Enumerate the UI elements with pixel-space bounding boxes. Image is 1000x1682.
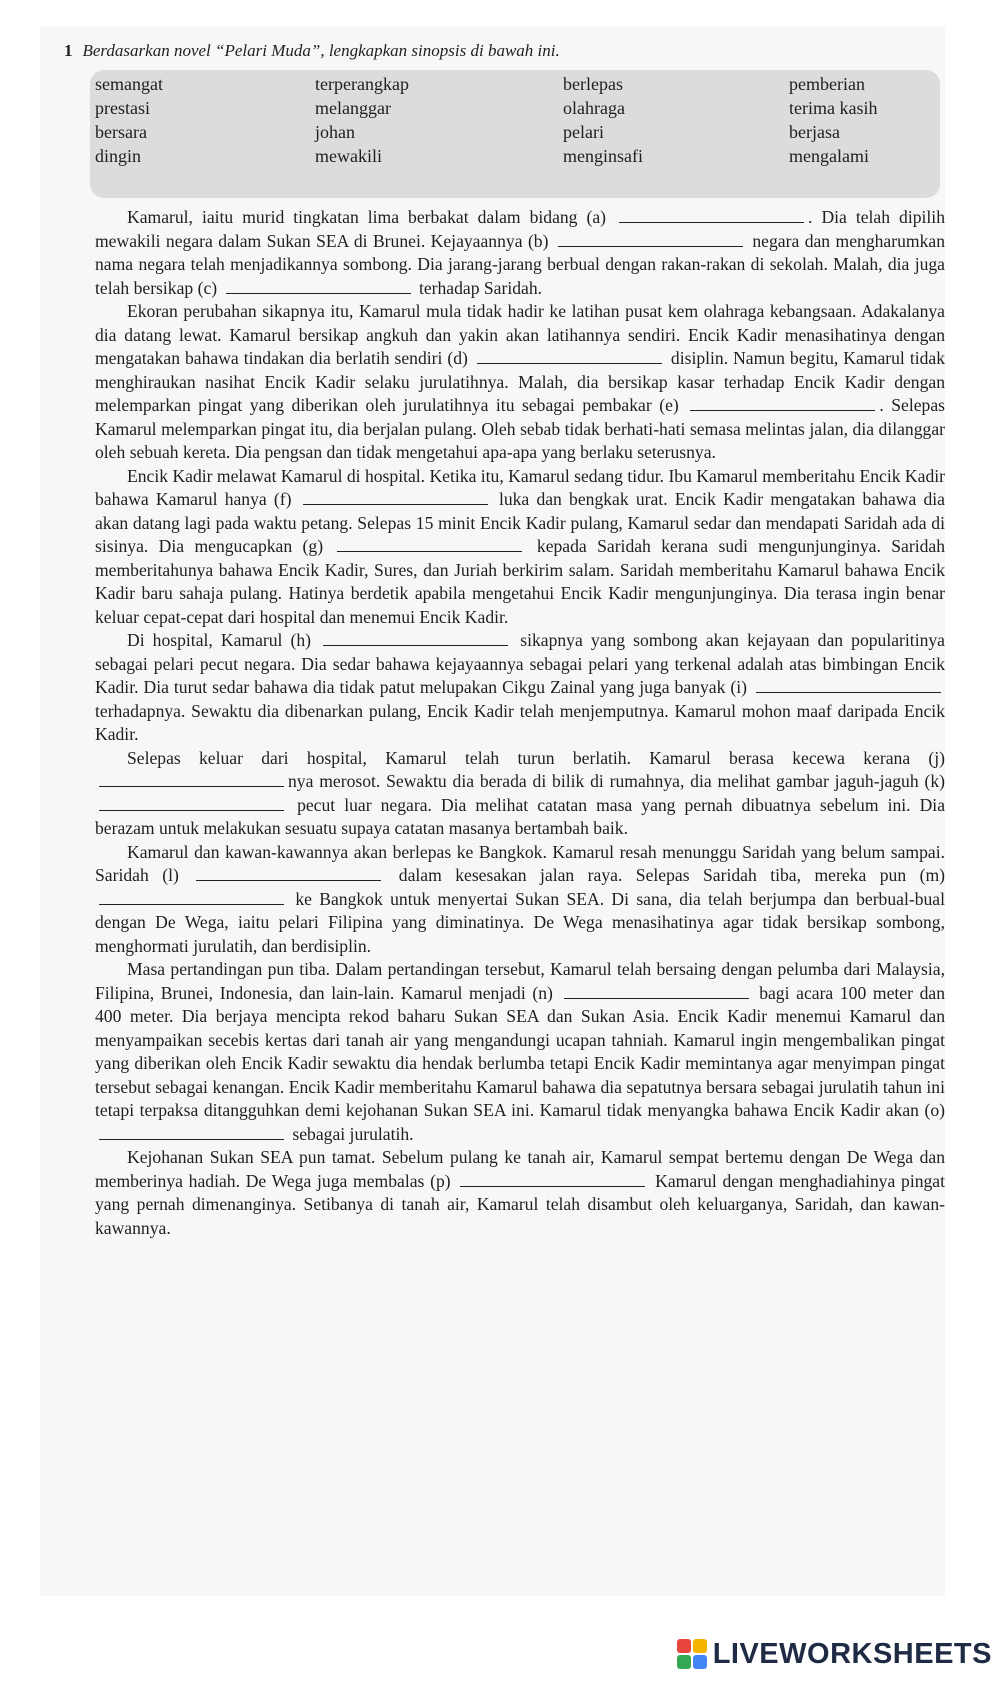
paragraph-6: Kamarul dan kawan-kawannya akan berlepas ke Bangkok. Kamarul resah menunggu Saridah yang belum sampai. Saridah (l) dalam kesesakan jalan raya. Selepas Saridah tiba, mereka pun (m) ke Bangkok untuk menyertai Sukan SEA. Di sana, dia telah berjumpa dan berbual-bual dengan De Wega, iaitu pelari Filipina yang diminatinya. De Wega menasihatinya agar tidak bersikap sombong, menghormati jurulatih, dan berdisiplin. (95, 841, 946, 956)
answer-blank-d[interactable] (477, 349, 662, 364)
logo-square (677, 1639, 691, 1653)
answer-blank-b[interactable] (558, 232, 743, 247)
word-bank-item: pelari (563, 122, 604, 142)
word-bank-item: terperangkap (315, 74, 409, 94)
paragraph-5: Selepas keluar dari hospital, Kamarul telah turun berlatih. Kamarul berasa kecewa kerana (j) nya merosot. Sewaktu dia berada di bilik di rumahnya, dia melihat gambar jaguh-jaguh (k) pecut luar negara. Dia melihat catatan masa yang pernah dibuatnya sebelum ini. Dia berazam untuk melakukan sesuatu supaya catatan masanya bertambah baik. (95, 747, 945, 838)
answer-blank-h[interactable] (323, 631, 508, 646)
answer-blank-k[interactable] (99, 796, 284, 811)
paragraph-2: Ekoran perubahan sikapnya itu, Kamarul mula tidak hadir ke latihan pusat kem olahraga kebangsaan. Adakalanya dia datang lewat. Kamarul bersikap angkuh dan yakin akan latihannya sendiri. Encik Kadir menasihatinya dengan mengatakan bahawa tindakan dia berlatih sendiri (d) disiplin. Namun begitu, Kamarul tidak menghiraukan nasihat Encik Kadir selaku jurulatihnya. Malah, dia bersikap kasar terhadap Encik Kadir dengan melemparkan pingat yang diberikan oleh jurulatihnya itu sebagai pembakar (e) . Selepas Kamarul melemparkan pingat itu, dia berjalan pulang. Oleh sebab tidak berhati-hati semasa melintas jalan, dia dilanggar oleh sebuah kereta. Dia pengsan dan tidak mengetahui apa-apa yang berlaku seterusnya. (95, 301, 945, 462)
word-bank-item: mewakili (315, 146, 382, 166)
answer-blank-m[interactable] (99, 890, 284, 905)
word-bank-item: berlepas (563, 74, 623, 94)
word-bank-item: dingin (95, 146, 142, 166)
answer-blank-a[interactable] (619, 208, 804, 223)
word-bank-item: johan (315, 122, 355, 142)
answer-blank-f[interactable] (303, 490, 488, 505)
logo-text: LIVEWORKSHEETS (712, 1637, 992, 1670)
answer-blank-e[interactable] (690, 396, 875, 411)
word-bank (95, 74, 895, 170)
word-bank-item: mengalami (789, 146, 869, 166)
word-bank-item: olahraga (563, 98, 625, 118)
paragraph-8: Kejohanan Sukan SEA pun tamat. Sebelum pulang ke tanah air, Kamarul sempat bertemu dengan De Wega dan memberinya hadiah. De Wega juga membalas (p) Kamarul dengan menghadiahinya pingat yang pernah dimenanginya. Setibanya di tanah air, Kamarul telah disambut oleh keluarganya, Saridah, dan kawan-kawannya. (95, 1147, 945, 1238)
paragraph-3: Encik Kadir melawat Kamarul di hospital. Ketika itu, Kamarul sedang tidur. Ibu Kamarul memberitahu Encik Kadir bahawa Kamarul hanya (f) luka dan bengkak urat. Encik Kadir mengatakan bahawa dia akan datang lagi pada waktu petang. Selepas 15 minit Encik Kadir pulang, Kamarul sedar dan mendapati Saridah ada di sisinya. Dia mengucapkan (g) kepada Saridah kerana sudi mengunjunginya. Saridah memberitahunya bahawa Encik Kadir, Sures, dan Juriah berkirim salam. Saridah memberitahu Kamarul bahawa Encik Kadir baru sahaja pulang. Hatinya berdetik apabila mengetahui Encik Kadir mengunjunginya. Dia terasa ingin benar keluar cepat-cepat dari hospital dan menemui Encik Kadir. (95, 465, 946, 627)
paragraph-4: Di hospital, Kamarul (h) sikapnya yang sombong akan kejayaan dan popularitinya sebagai pelari pecut negara. Dia sedar bahawa kejayaannya sebagai pelari yang terkenal adalah atas bimbingan Encik Kadir. Dia turut sedar bahawa dia tidak patut melupakan Cikgu Zainal yang juga banyak (i) terhadapnya. Sewaktu dia dibenarkan pulang, Encik Kadir telah menjemputnya. Kamarul mohon maaf daripada Encik Kadir. (95, 630, 945, 744)
word-bank-item: berjasa (789, 122, 840, 142)
word-bank-item: semangat (95, 74, 163, 94)
word-bank-item: terima kasih (789, 98, 878, 118)
answer-blank-c[interactable] (226, 279, 411, 294)
paragraph-7: Masa pertandingan pun tiba. Dalam pertandingan tersebut, Kamarul telah bersaing dengan pelumba dari Malaysia, Filipina, Brunei, Indonesia, dan lain-lain. Kamarul menjadi (n) bagi acara 100 meter dan 400 meter. Dia berjaya mencipta rekod baharu Sukan SEA dan Sukan Asia. Encik Kadir menemui Kamarul dan menyampaikan secebis kertas dari tanah air yang mengandungi ucapan tahniah. Kamarul ingin mengembalikan pingat yang diberikan oleh Encik Kadir sewaktu dia hendak berlumba tetapi Encik Kadir memintanya agar menyimpan pingat tersebut sebagai kenangan. Encik Kadir memberitahu Kamarul bahawa dia sepatutnya bersara sebagai jurulatih tahun ini tetapi terpaksa ditangguhkan demi kejohanan Sukan SEA ini. Kamarul tidak menyangka bahawa Encik Kadir akan (o) sebagai jurulatih. (95, 959, 946, 1144)
word-bank-item: menginsafi (563, 146, 643, 166)
word-bank-item: bersara (95, 122, 147, 142)
answer-blank-i[interactable] (756, 678, 941, 693)
question-number: 1 (64, 41, 73, 60)
paragraph-1: Kamarul, iaitu murid tingkatan lima berbakat dalam bidang (a) . Dia telah dipilih mewakili negara dalam Sukan SEA di Brunei. Kejayaannya (b) negara dan mengharumkan nama negara telah menjadikannya sombong. Dia jarang-jarang berbual dengan rakan-rakan di sekolah. Malah, dia juga telah bersikap (c) terhadap Saridah. (95, 207, 945, 298)
liveworksheets-logo-icon (677, 1639, 707, 1669)
answer-blank-n[interactable] (564, 984, 749, 999)
answer-blank-l[interactable] (196, 866, 381, 881)
question-prompt (64, 40, 934, 62)
question-text: Berdasarkan novel “Pelari Muda”, lengkapkan sinopsis di bawah ini. (82, 41, 560, 60)
word-bank-item: melanggar (315, 98, 391, 118)
liveworksheets-logo (677, 1634, 992, 1674)
answer-blank-j[interactable] (99, 772, 284, 787)
answer-blank-o[interactable] (99, 1125, 284, 1140)
synopsis-passage (95, 206, 945, 1240)
worksheet-page (40, 26, 945, 1596)
logo-square (693, 1655, 707, 1669)
logo-square (693, 1639, 707, 1653)
word-bank-item: prestasi (95, 98, 150, 118)
word-bank-item: pemberian (789, 74, 865, 94)
answer-blank-p[interactable] (460, 1172, 645, 1187)
answer-blank-g[interactable] (337, 537, 522, 552)
logo-square (677, 1655, 691, 1669)
